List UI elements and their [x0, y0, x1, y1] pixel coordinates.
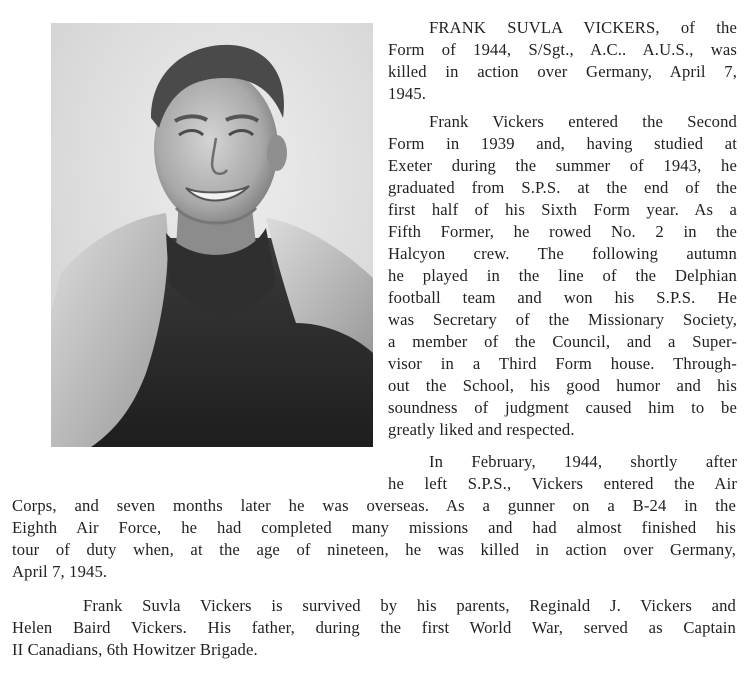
p2-line-10: was Secretary of the Missionary Society,	[388, 310, 737, 329]
p2-line-3: Exeter during the summer of 1943, he	[388, 156, 737, 175]
p1-line-1: FRANK SUVLA VICKERS, of the	[429, 18, 737, 37]
p2-line-4: graduated from S.P.S. at the end of the	[388, 178, 737, 197]
p1-line-2: Form of 1944, S/Sgt., A.C.. A.U.S., was	[388, 40, 737, 59]
p3-line-6: April 7, 1945.	[12, 562, 108, 581]
p2-line-13: out the School, his good humor and his	[388, 376, 737, 395]
p2-line-12: visor in a Third Form house. Through-	[388, 354, 737, 373]
ear	[267, 135, 287, 171]
p2-line-5: first half of his Sixth Form year. As a	[388, 200, 737, 219]
p4-line-3: II Canadians, 6th Howitzer Brigade.	[12, 640, 258, 659]
p2-line-8: he played in the line of the Delphian	[388, 266, 737, 285]
p2-line-2: Form in 1939 and, having studied at	[388, 134, 737, 153]
p3-line-4: Eighth Air Force, he had completed many missions and had almost finished his	[12, 518, 736, 537]
p3-line-1: In February, 1944, shortly after	[429, 452, 737, 471]
p2-line-7: Halcyon crew. The following autumn	[388, 244, 737, 263]
p3-line-3: Corps, and seven months later he was overseas. As a gunner on a B-24 in the	[12, 496, 736, 515]
p2-line-14: soundness of judgment caused him to be	[388, 398, 737, 417]
p4-line-1: Frank Suvla Vickers is survived by his parents, Reginald J. Vickers and	[83, 596, 736, 615]
p2-line-11: a member of the Council, and a Super-	[388, 332, 737, 351]
p3-line-2: he left S.P.S., Vickers entered the Air	[388, 474, 737, 493]
p1-line-3: killed in action over Germany, April 7,	[388, 62, 737, 81]
p1-line-4: 1945.	[388, 84, 427, 103]
p2-line-1: Frank Vickers entered the Second	[429, 112, 737, 131]
portrait-illustration	[51, 23, 373, 447]
portrait-photo	[51, 23, 373, 447]
p2-line-9: football team and won his S.P.S. He	[388, 288, 737, 307]
p4-line-2: Helen Baird Vickers. His father, during the first World War, served as Captain	[12, 618, 736, 637]
p2-line-15: greatly liked and respected.	[388, 420, 575, 439]
p2-line-6: Fifth Former, he rowed No. 2 in the	[388, 222, 737, 241]
p3-line-5: tour of duty when, at the age of nineteen, he was killed in action over Germany,	[12, 540, 736, 559]
